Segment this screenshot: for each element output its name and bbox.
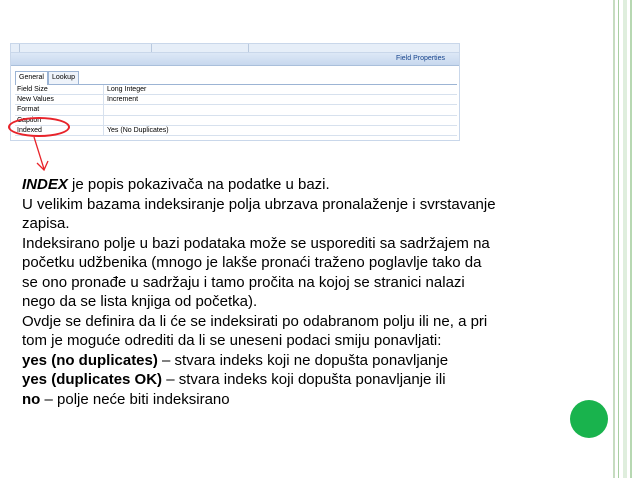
decor-line-4 — [630, 0, 632, 478]
property-label: New Values — [17, 96, 54, 104]
text-line: yes (duplicates OK) – stvara indeks koji dopušta ponavljanje ili — [22, 371, 446, 388]
text-line: Ovdje se definira da li će se indeksirati po odabranom polju ili ne, a pri — [22, 312, 488, 330]
text-line: yes (no duplicates) – stvara indeks koji ne dopušta ponavljanje — [22, 351, 449, 369]
property-grid — [15, 84, 457, 136]
property-row-format[interactable] — [15, 105, 457, 115]
pointer-arrow-icon — [30, 136, 54, 176]
property-row-field-size[interactable] — [15, 85, 457, 95]
text-line: zapisa. — [22, 215, 70, 232]
text-line: INDEX je popis pokazivača na podatke u bazi. — [22, 176, 330, 193]
text-line: se ono pronađe u sadržaju i tamo pročita na kojoj se stranici nalazi — [22, 273, 465, 291]
field-properties-panel — [10, 43, 460, 141]
option-no: no — [22, 390, 41, 408]
property-row-new-values[interactable] — [15, 95, 457, 105]
tab-lookup[interactable]: Lookup — [48, 71, 79, 84]
text-line: početku udžbenika (mnogo je lakše pronaći traženo poglavlje tako da — [22, 254, 482, 271]
indexed-highlight-ellipse — [8, 117, 70, 137]
green-circle-decoration — [570, 400, 608, 438]
option-yes-duplicates-ok: yes (duplicates OK) — [22, 371, 163, 388]
decor-line-1 — [613, 0, 615, 478]
table-design-strip — [11, 44, 459, 53]
decor-line-2 — [618, 0, 619, 478]
text-line: U velikim bazama indeksiranje polja ubrzava pronalaženje i svrstavanje — [22, 195, 496, 213]
text-line: nego da se lista knjiga od početka). — [22, 293, 258, 310]
tab-general[interactable]: General — [15, 71, 48, 85]
text-line: no – polje neće biti indeksirano — [22, 390, 230, 408]
property-label: Field Size — [17, 86, 48, 93]
decor-line-3 — [623, 0, 627, 478]
property-value[interactable]: Long Integer — [107, 86, 147, 93]
option-yes-no-duplicates: yes (no duplicates) — [22, 351, 158, 369]
index-term: INDEX — [22, 176, 68, 193]
field-properties-title: Field Properties — [395, 55, 445, 62]
field-properties-header — [11, 53, 459, 66]
property-label: Indexed — [17, 126, 42, 134]
property-label: Format — [17, 106, 40, 114]
text-line: Indeksirano polje u bazi podataka može se usporediti sa sadržajem na — [22, 234, 490, 252]
text-line: tom je moguće odrediti da li se uneseni podaci smiju ponavljati: — [22, 332, 442, 349]
property-row-caption[interactable] — [15, 116, 457, 126]
property-label: Caption — [17, 116, 42, 124]
property-value[interactable]: Yes (No Duplicates) — [107, 126, 169, 134]
property-value[interactable]: Increment — [107, 96, 139, 104]
property-row-indexed[interactable] — [15, 126, 457, 136]
explanation-text — [22, 175, 612, 409]
